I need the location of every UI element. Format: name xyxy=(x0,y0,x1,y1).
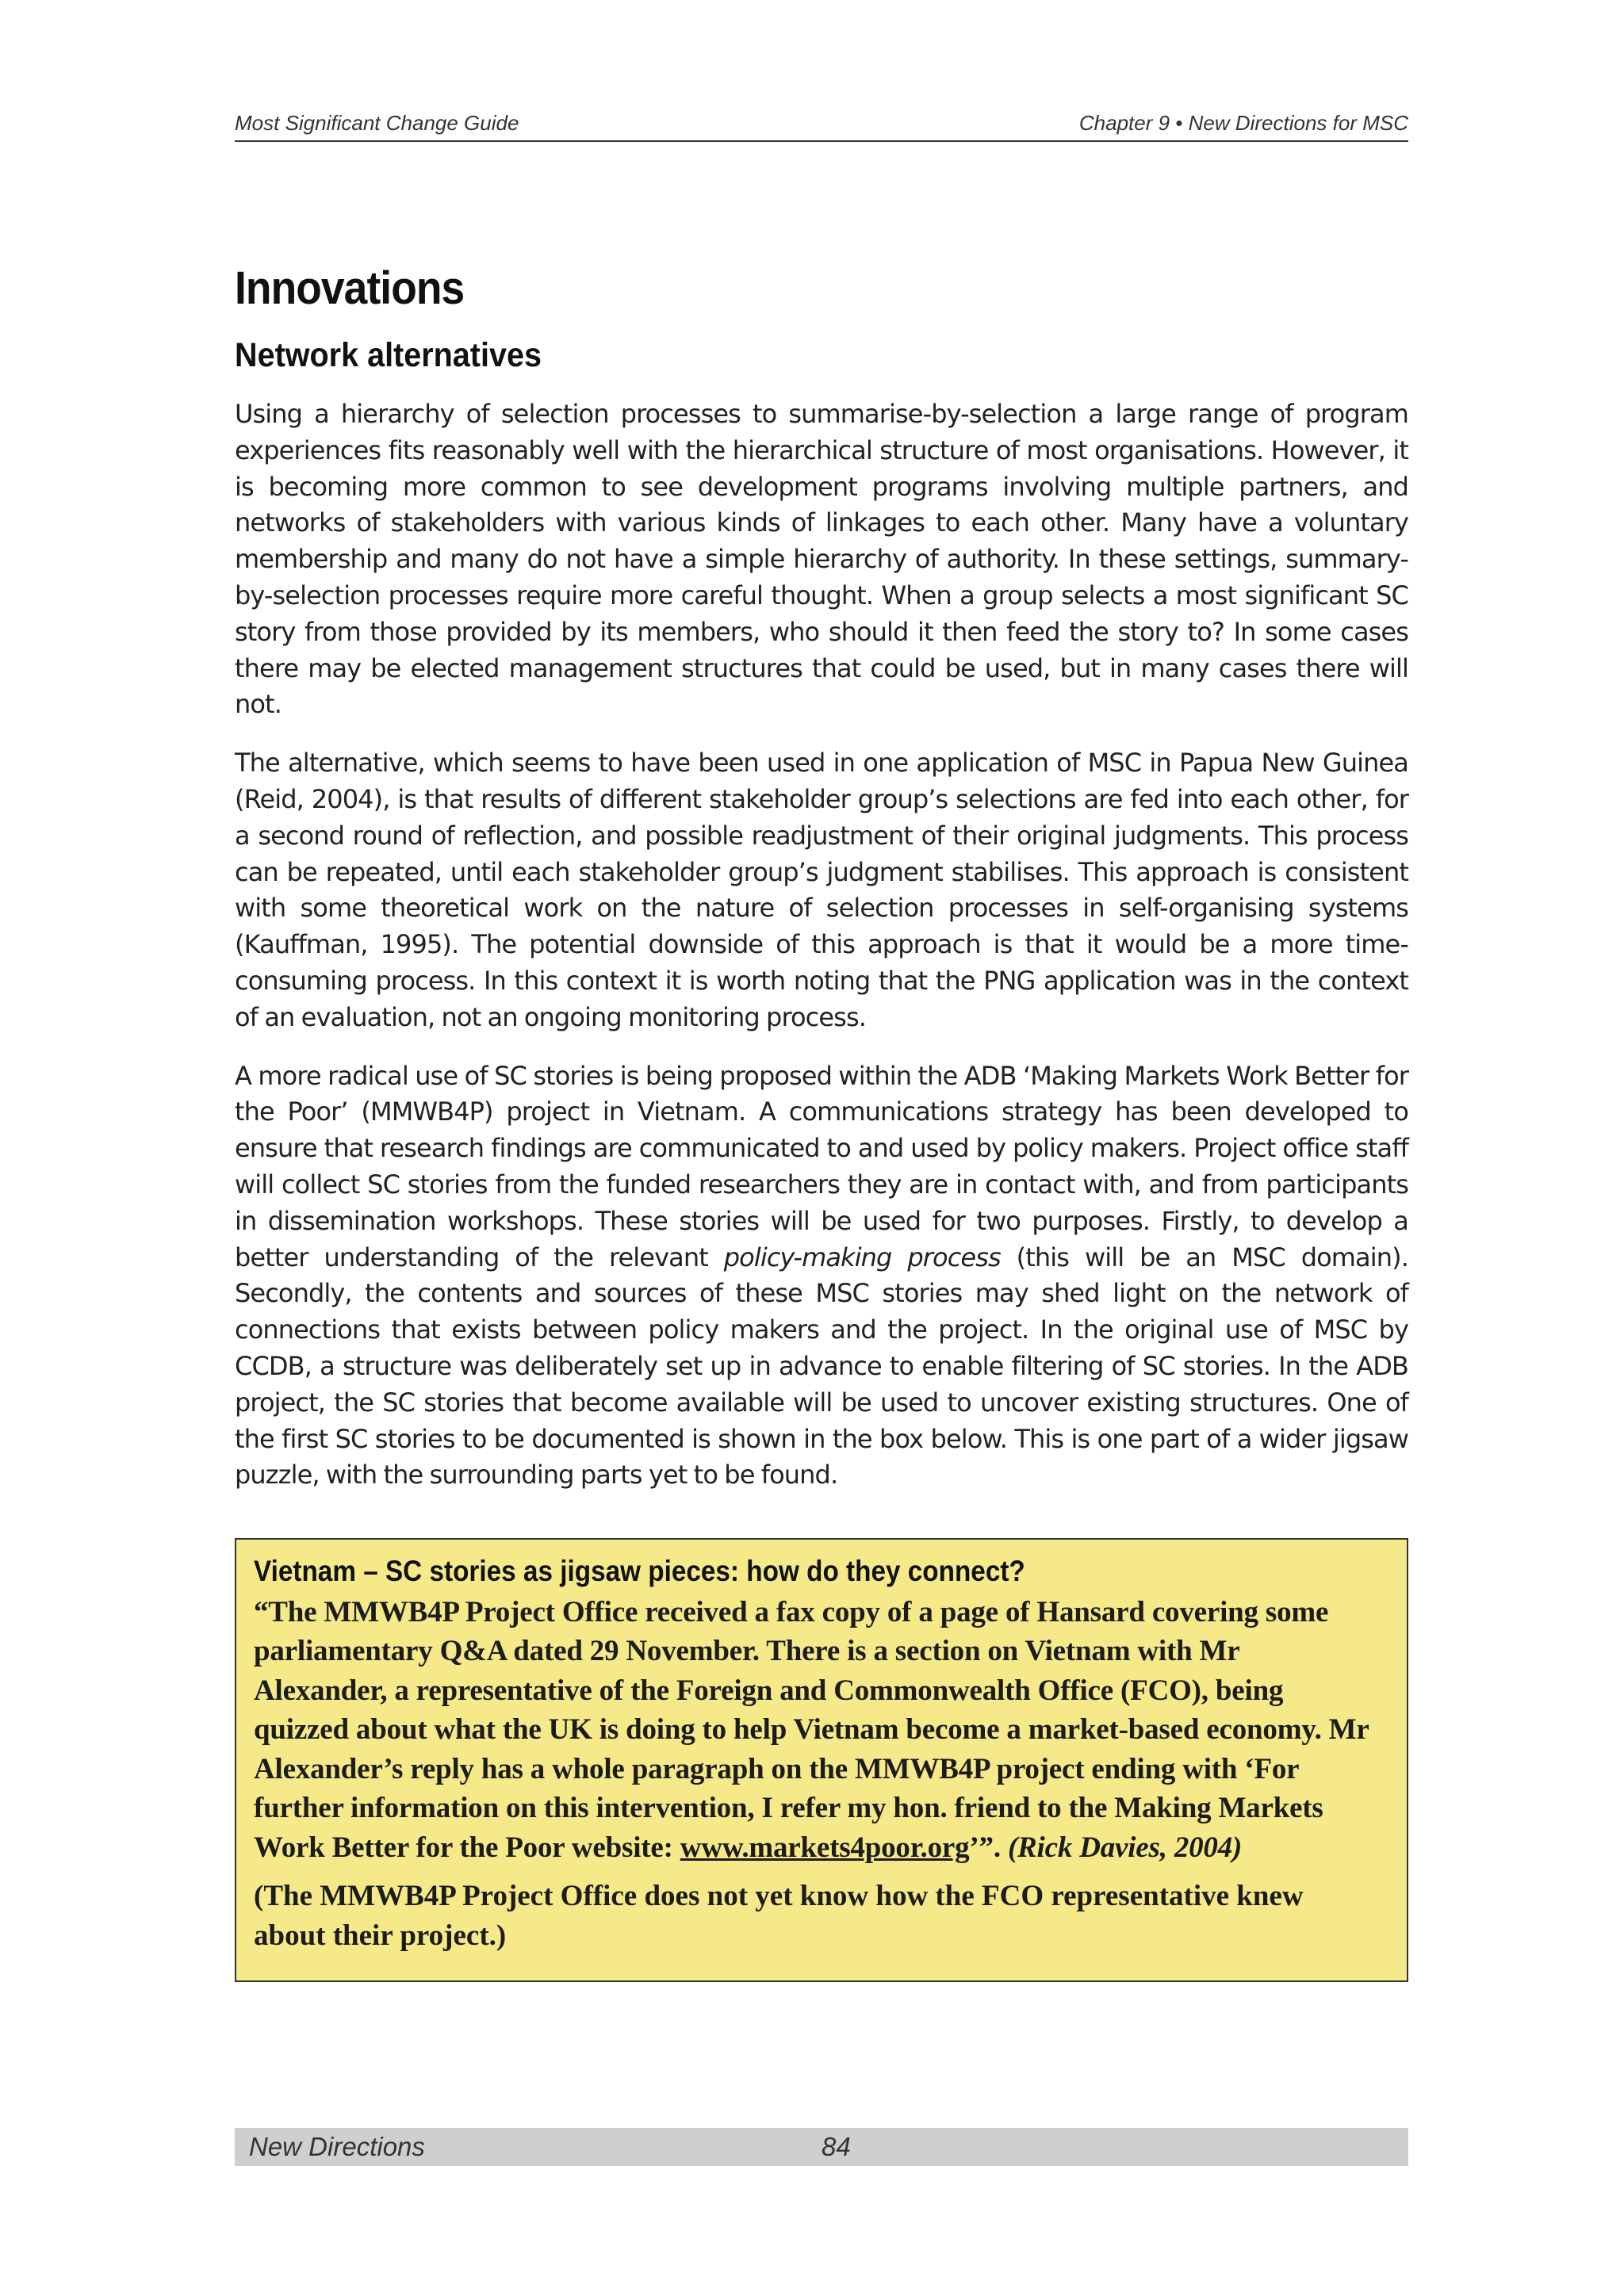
story-box-note: (The MMWB4P Project Office does not yet know how the FCO representative knew about their project.) xyxy=(254,1880,1304,1952)
footer-page-number: 84 xyxy=(822,2132,851,2161)
story-citation: (Rick Davies, 2004) xyxy=(1007,1831,1243,1864)
story-box-title: Vietnam – SC stories as jigsaw pieces: how do they connect? xyxy=(254,1555,1025,1588)
page-content xyxy=(235,111,1408,1982)
paragraph-3 xyxy=(235,1058,1408,1494)
running-header xyxy=(235,111,1408,142)
story-quote-text: “The MMWB4P Project Office received a fax copy of a page of Hansard covering some parliamentary Q&A dated 29 November. There is a section on Vietnam with Mr Alexander, a representative of the Foreign and Commonwealth Office (FCO), being quizzed about what the UK is doing to help Vietnam become a market-based economy. Mr Alexander’s reply has a whole paragraph on the MMWB4P project ending with ‘For further information on this intervention, I refer my hon. friend to the Making Markets Work Better for the Poor website: xyxy=(254,1595,1369,1864)
paragraph-2: The alternative, which seems to have been used in one application of MSC in Papua New Guinea (Reid, 2004), is that results of different stakeholder group’s selections are fed into each other, for a second round of reflection, and possible readjustment of their original judgments. This process can be repeated, until each stakeholder group’s judgment stabilises. This approach is consistent with some theoretical work on the nature of selection processes in self-organising systems (Kauffman, 1995). The potential downside of this approach is that it would be a more time-consuming process. In this context it is worth noting that the PNG application was in the context of an evaluation, not an ongoing monitoring process. xyxy=(235,748,1408,1032)
paragraph-1: Using a hierarchy of selection processes to summarise-by-selection a large range of program experiences fits reasonably well with the hierarchical structure of most organisations. However, it is becoming more common to see development programs involving multiple partners, and networks of stakeholders with various kinds of linkages to each other. Many have a voluntary membership and many do not have a simple hierarchy of authority. In these settings, summary-by-selection processes require more careful thought. When a group selects a most significant SC story from those provided by its members, who should it then feed the story to? In some cases there may be elected management structures that could be used, but in many cases there will not. xyxy=(235,399,1408,720)
story-box-quote xyxy=(254,1593,1372,1868)
header-guide-title: Most Significant Change Guide xyxy=(235,111,519,135)
paragraph-3-text-start: A more radical use of SC stories is being proposed within the ADB ‘Making Markets Work Better for the Poor’ (MMWB4P) project in Vietnam. A communications strategy has been developed to ensure that research findings are communicated to and used by policy makers. Project office staff will collect SC stories from the funded researchers they are in contact with, and from participants in dissemination workshops. These stories will be used for two purposes. Firstly, to develop a better understanding of the relevant xyxy=(235,1060,1408,1272)
header-chapter-title: Chapter 9 • New Directions for MSC xyxy=(1078,111,1408,135)
paragraph-3-text-end: (this will be an MSC domain). Secondly, the contents and sources of these MSC stories may shed light on the network of connections that exists between policy makers and the project. In the original use of MSC by CCDB, a structure was deliberately set up in advance to enable filtering of SC stories. In the ADB project, the SC stories that become available will be used to uncover existing structures. One of the first SC stories to be documented is shown in the box below. This is one part of a wider jigsaw puzzle, with the surrounding parts yet to be found. xyxy=(235,1242,1408,1490)
markets4poor-link[interactable]: www.markets4poor.org xyxy=(680,1831,970,1864)
page-footer xyxy=(235,2128,1408,2166)
story-quote-end: ’”. xyxy=(969,1831,1008,1864)
subsection-heading: Network alternatives xyxy=(235,336,542,374)
footer-section-name: New Directions xyxy=(249,2132,425,2161)
paragraph-3-emphasis: policy-making process xyxy=(723,1242,1001,1272)
section-heading: Innovations xyxy=(235,262,465,314)
story-box xyxy=(235,1538,1408,1982)
